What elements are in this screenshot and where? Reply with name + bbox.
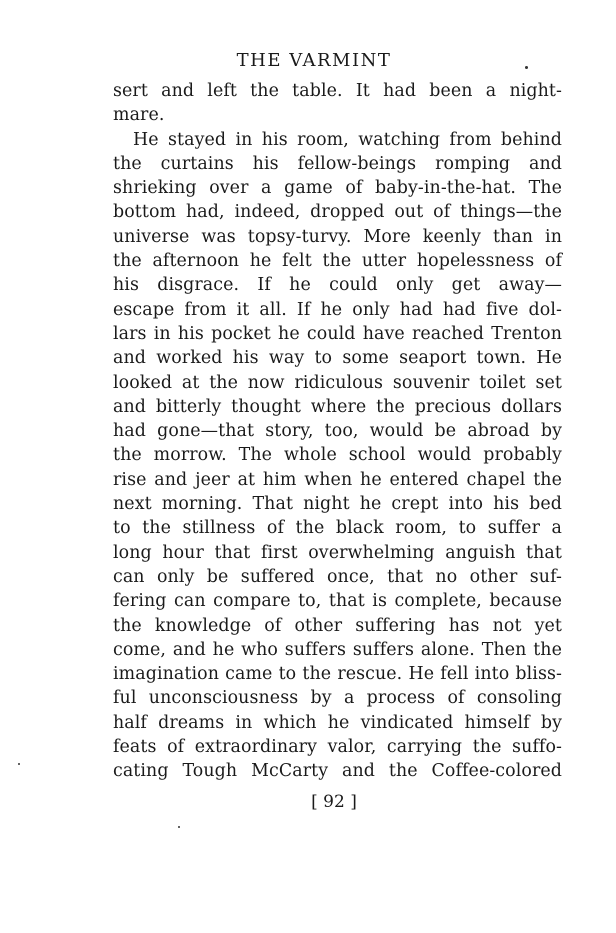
text-line: cating Tough McCarty and the Coffee-colored [113,761,562,782]
text-line: the knowledge of other suffering has not yet [113,615,562,636]
text-line: universe was topsy-turvy. More keenly than in [113,226,562,247]
text-line: imagination came to the rescue. He fell into bliss- [113,664,562,685]
text-line: to the stillness of the black room, to suffer a [113,518,562,539]
text-line: shrieking over a game of baby-in-the-hat. The [113,178,562,199]
text-line: and worked his way to some seaport town. He [113,348,562,369]
text-line: come, and he who suffers suffers alone. Then the [113,639,562,660]
text-line: sert and left the table. It had been a night- [113,81,562,101]
print-speck [525,66,528,69]
text-line: the afternoon he felt the utter hopelessness of [113,251,562,272]
text-line: He stayed in his room, watching from behind [133,129,562,150]
text-line: the morrow. The whole school would probably [113,445,562,466]
text-line: and bitterly thought where the precious dollars [113,396,562,417]
body-text [113,79,562,784]
page-number: [ 92 ] [311,792,357,812]
text-line: mare. [113,105,165,126]
text-line: his disgrace. If he could only get away— [113,275,562,296]
text-line: ful unconsciousness by a process of consoling [113,688,562,709]
text-line: bottom had, indeed, dropped out of things—the [113,202,562,223]
text-line: next morning. That night he crept into his bed [113,494,562,515]
text-line: the curtains his fellow-beings romping and [113,153,562,174]
text-line: looked at the now ridiculous souvenir toilet set [113,372,562,393]
text-line: half dreams in which he vindicated himself by [113,712,562,733]
text-line: lars in his pocket he could have reached Trenton [113,323,562,344]
print-speck [18,763,20,765]
print-speck [178,826,180,828]
running-head-title: THE VARMINT [236,50,392,71]
text-line: fering can compare to, that is complete, because [113,591,562,612]
text-line: long hour that first overwhelming anguish that [113,542,562,563]
text-line: can only be suffered once, that no other suf- [113,566,562,587]
text-line: rise and jeer at him when he entered chapel the [113,469,562,490]
text-line: feats of extraordinary valor, carrying the suffo- [113,737,562,758]
text-line: escape from it all. If he only had had five dol- [113,299,562,320]
text-line: had gone—that story, too, would be abroad by [113,421,562,442]
